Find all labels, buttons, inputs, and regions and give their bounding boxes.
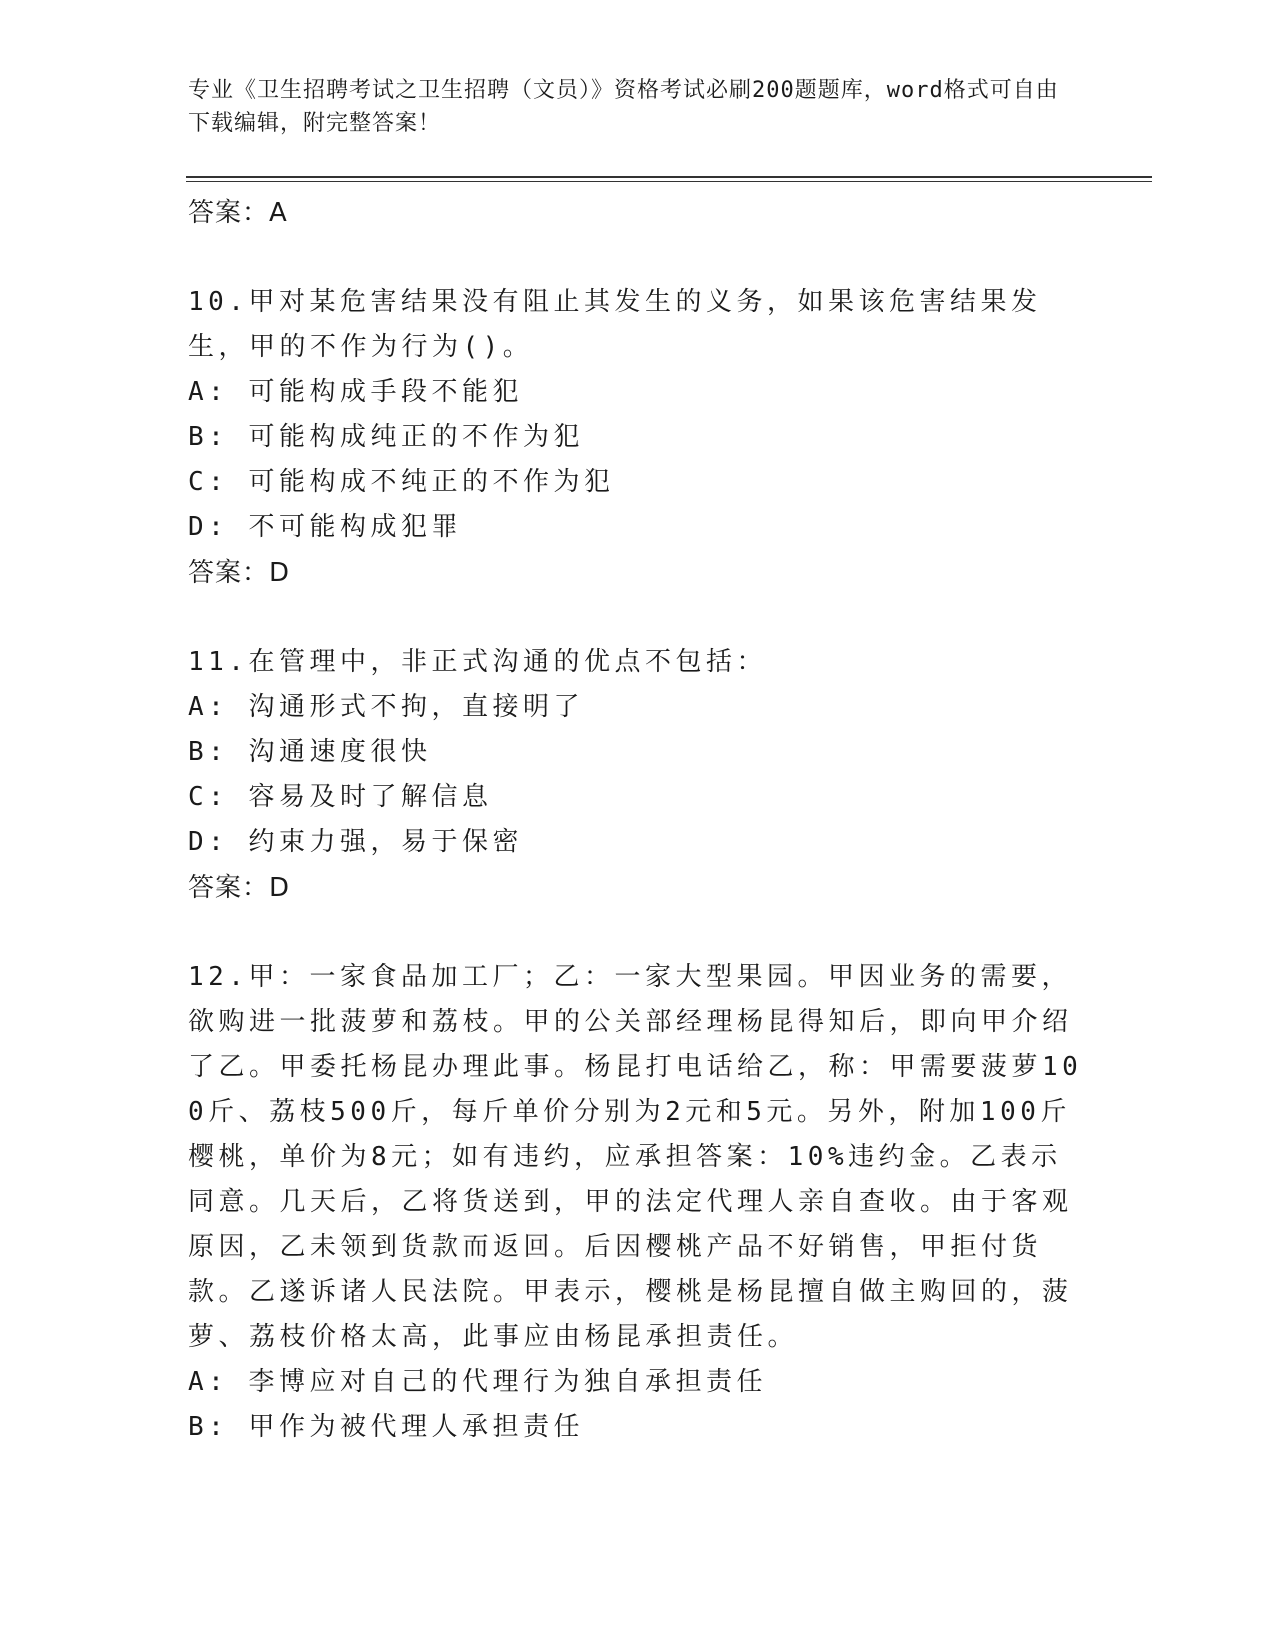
header-title: 专业《卫生招聘考试之卫生招聘（文员）》资格考试必刷200题题库，word格式可自由下载编辑，附完整答案！ — [188, 78, 1059, 136]
option-d: D: 不可能构成犯罪 — [188, 512, 462, 542]
option-b: B: 可能构成纯正的不作为犯 — [188, 422, 584, 452]
question-stem: 10.甲对某危害结果没有阻止其发生的义务，如果该危害结果发生，甲的不作为行为()。 — [188, 287, 1042, 362]
option-c: C: 容易及时了解信息 — [188, 782, 493, 812]
option-c: C: 可能构成不纯正的不作为犯 — [188, 467, 615, 497]
question-10 — [188, 280, 1088, 596]
document-header — [188, 74, 1068, 140]
option-b: B: 甲作为被代理人承担责任 — [188, 1412, 584, 1442]
document-body — [188, 190, 1088, 1494]
option-a: A: 沟通形式不拘，直接明了 — [188, 692, 584, 722]
answer-line: 答案：A — [188, 198, 288, 228]
option-a: A: 李博应对自己的代理行为独自承担责任 — [188, 1367, 767, 1397]
question-11 — [188, 640, 1088, 911]
option-b: B: 沟通速度很快 — [188, 737, 432, 767]
answer-line: 答案：D — [188, 558, 291, 588]
question-stem: 12.甲：一家食品加工厂；乙：一家大型果园。甲因业务的需要，欲购进一批菠萝和荔枝。甲的公关部经理杨昆得知后，即向甲介绍了乙。甲委托杨昆办理此事。杨昆打电话给乙，称：甲需要菠萝100斤、荔枝500斤，每斤单价分别为2元和5元。另外，附加100斤樱桃，单价为8元；如有违约，应承担答案：10%违约金。乙表示同意。几天后，乙将货送到，甲的法定代理人亲自查收。由于客观原因，乙未领到货款而返回。后因樱桃产品不好销售，甲拒付货款。乙遂诉诸人民法院。甲表示，樱桃是杨昆擅自做主购回的，菠萝、荔枝价格太高，此事应由杨昆承担责任。 — [188, 962, 1083, 1352]
header-divider-thick — [186, 176, 1152, 178]
answer-line: 答案：D — [188, 873, 291, 903]
header-divider-thin — [186, 181, 1152, 182]
question-12 — [188, 955, 1088, 1450]
question-stem: 11.在管理中，非正式沟通的优点不包括： — [188, 647, 767, 677]
option-a: A: 可能构成手段不能犯 — [188, 377, 523, 407]
option-d: D: 约束力强，易于保密 — [188, 827, 523, 857]
